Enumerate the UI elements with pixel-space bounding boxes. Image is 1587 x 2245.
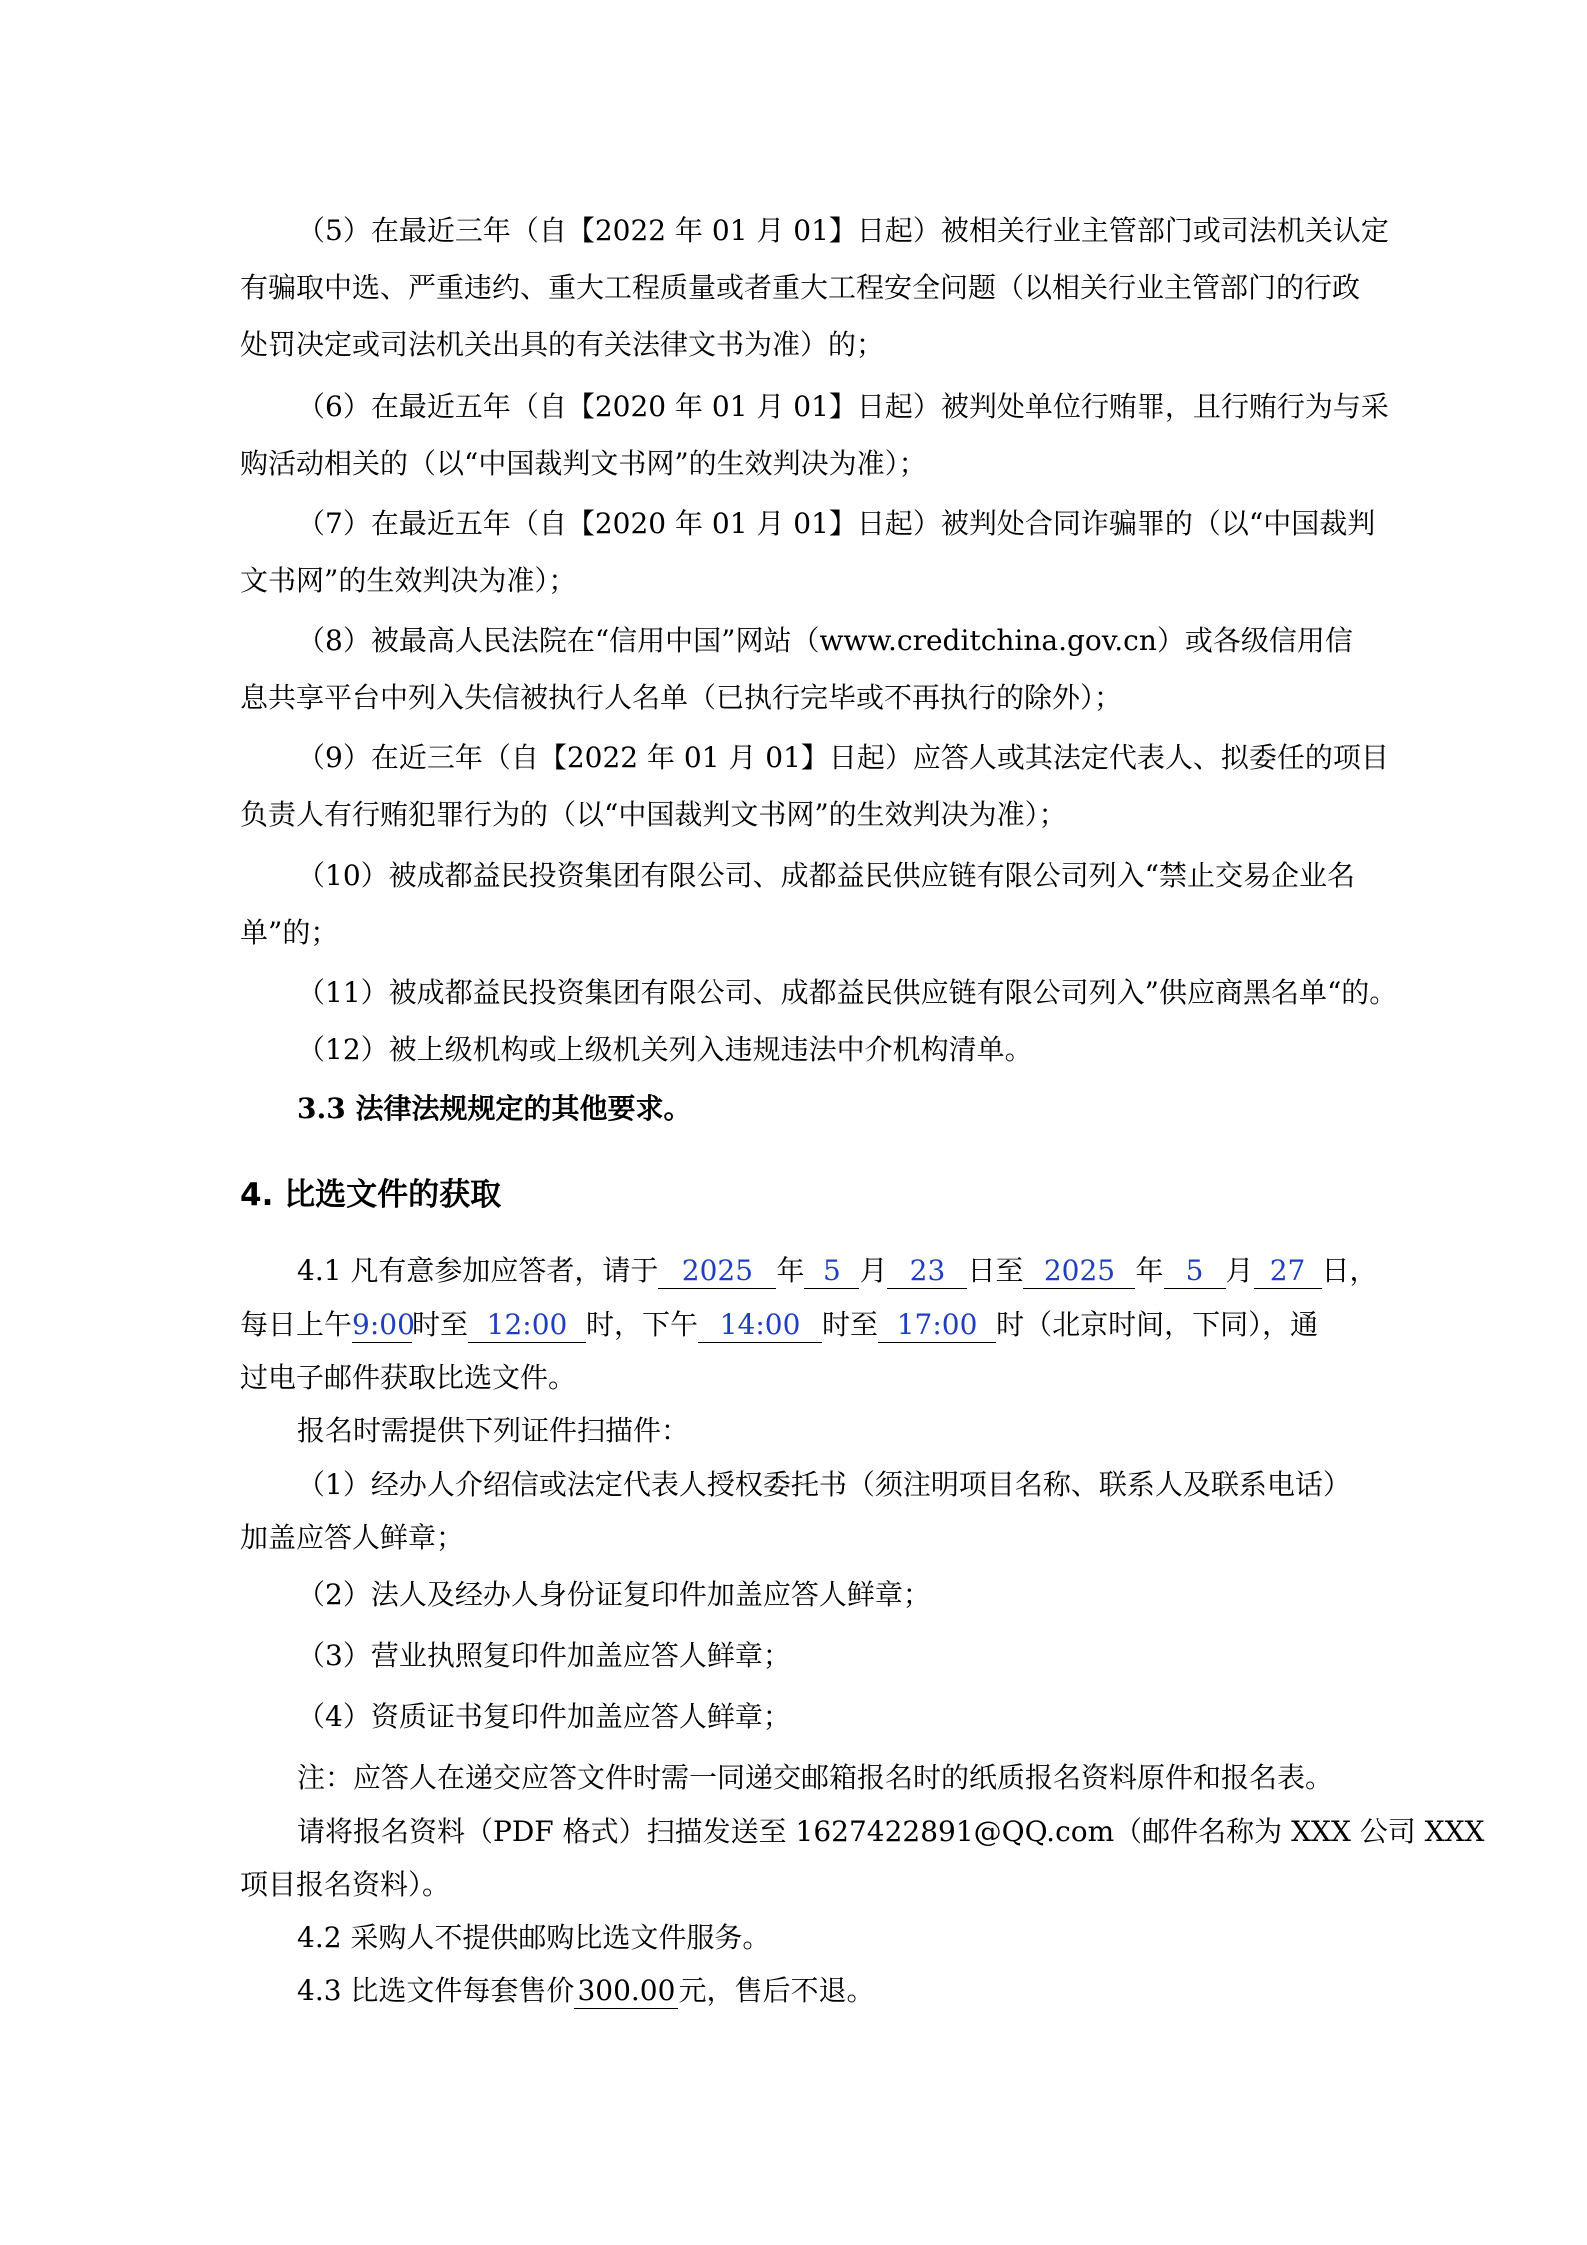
month-label-2: 月	[1225, 1254, 1254, 1287]
clause-4-1-intro: 4.1 凡有意参加应答者，请于	[297, 1254, 659, 1287]
note-line: 注：应答人在递交应答文件时需一同递交邮箱报名时的纸质报名资料原件和报名表。	[297, 1761, 1334, 1794]
item-12-line: （12）被上级机构或上级机关列入违规违法中介机构清单。	[297, 1033, 1033, 1066]
clause-4-2: 4.2 采购人不提供邮购比选文件服务。	[297, 1921, 771, 1954]
clause-4-3	[297, 1971, 874, 2011]
item-11-line: （11）被成都益民投资集团有限公司、成都益民供应链有限公司列入”供应商黑名单“的。	[297, 976, 1398, 1009]
item-10-line-1: （10）被成都益民投资集团有限公司、成都益民供应链有限公司列入“禁止交易企业名	[297, 859, 1355, 892]
requirement-3: （3）营业执照复印件加盖应答人鲜章；	[297, 1639, 791, 1672]
section-3-3: 3.3 法律法规规定的其他要求。	[297, 1092, 692, 1125]
requirement-4: （4）资质证书复印件加盖应答人鲜章；	[297, 1700, 791, 1733]
clause-4-3-tail: 元，售后不退。	[678, 1974, 875, 2007]
item-9-line-2: 负责人有行贿犯罪行为的（以“中国裁判文书网”的生效判决为准）；	[240, 798, 1067, 831]
item-8-line-2: 息共享平台中列入失信被执行人名单（已执行完毕或不再执行的除外）；	[240, 681, 1123, 714]
end-year-field: 2025	[1023, 1254, 1135, 1289]
item-8-line-1: （8）被最高人民法院在“信用中国”网站（www.creditchina.gov.cn）或各级信用信	[297, 624, 1353, 657]
year-label-2: 年	[1135, 1254, 1164, 1287]
clause-4-3-intro: 4.3 比选文件每套售价	[297, 1974, 575, 2007]
morning-label: 每日上午	[240, 1308, 353, 1341]
year-label: 年	[776, 1254, 805, 1287]
send-instruction-line-1: 请将报名资料（PDF 格式）扫描发送至 1627422891@QQ.com（邮件名称为 XXX 公司 XXX	[297, 1815, 1485, 1848]
day-label: 日，	[1321, 1254, 1378, 1287]
hour-end-label: 时（北京时间，下同），通	[996, 1308, 1319, 1341]
start-day-field: 23	[887, 1254, 967, 1289]
item-5-line-3: 处罚决定或司法机关出具的有关法律文书为准）的；	[240, 328, 885, 361]
pm-end-field: 17:00	[878, 1308, 996, 1343]
item-6-line-2: 购活动相关的（以“中国裁判文书网”的生效判决为准）；	[240, 447, 927, 480]
hour-to-label-2: 时至	[822, 1308, 879, 1341]
pm-start-field: 14:00	[698, 1308, 822, 1343]
clause-4-1-line-2	[240, 1305, 1318, 1345]
requirement-1-line-1: （1）经办人介绍信或法定代表人授权委托书（须注明项目名称、联系人及联系电话）	[297, 1468, 1351, 1501]
price-field: 300.00	[574, 1974, 678, 2009]
day-to-label: 日至	[967, 1254, 1024, 1287]
item-10-line-2: 单”的；	[240, 916, 339, 949]
item-7-line-1: （7）在最近五年（自【2020 年 01 月 01】日起）被判处合同诈骗罪的（以“中国裁判	[297, 507, 1376, 540]
requirement-1-line-2: 加盖应答人鲜章；	[240, 1521, 465, 1554]
item-5-line-2: 有骗取中选、严重违约、重大工程质量或者重大工程安全问题（以相关行业主管部门的行政	[240, 271, 1361, 304]
item-9-line-1: （9）在近三年（自【2022 年 01 月 01】日起）应答人或其法定代表人、拟委任的项目	[297, 741, 1389, 774]
registration-intro: 报名时需提供下列证件扫描件：	[297, 1414, 690, 1447]
end-month-field: 5	[1164, 1254, 1226, 1289]
start-month-field: 5	[804, 1254, 859, 1289]
clause-4-1-line-1	[297, 1251, 1378, 1291]
requirement-2: （2）法人及经办人身份证复印件加盖应答人鲜章；	[297, 1578, 931, 1611]
month-label: 月	[859, 1254, 888, 1287]
item-6-line-1: （6）在最近五年（自【2020 年 01 月 01】日起）被判处单位行贿罪，且行贿行为与采	[297, 390, 1389, 423]
start-year-field: 2025	[658, 1254, 776, 1289]
hour-to-label: 时至	[412, 1308, 469, 1341]
am-start-field: 9:00	[352, 1308, 415, 1341]
section-heading-4: 4. 比选文件的获取	[240, 1177, 502, 1213]
end-day-field: 27	[1254, 1254, 1322, 1289]
item-7-line-2: 文书网”的生效判决为准）；	[240, 564, 577, 597]
am-end-field: 12:00	[468, 1308, 586, 1343]
afternoon-label: 时，下午	[586, 1308, 699, 1341]
item-5-line-1: （5）在最近三年（自【2022 年 01 月 01】日起）被相关行业主管部门或司法机关认定	[297, 214, 1389, 247]
clause-4-1-line-3: 过电子邮件获取比选文件。	[240, 1361, 577, 1394]
send-instruction-line-2: 项目报名资料）。	[240, 1868, 451, 1901]
